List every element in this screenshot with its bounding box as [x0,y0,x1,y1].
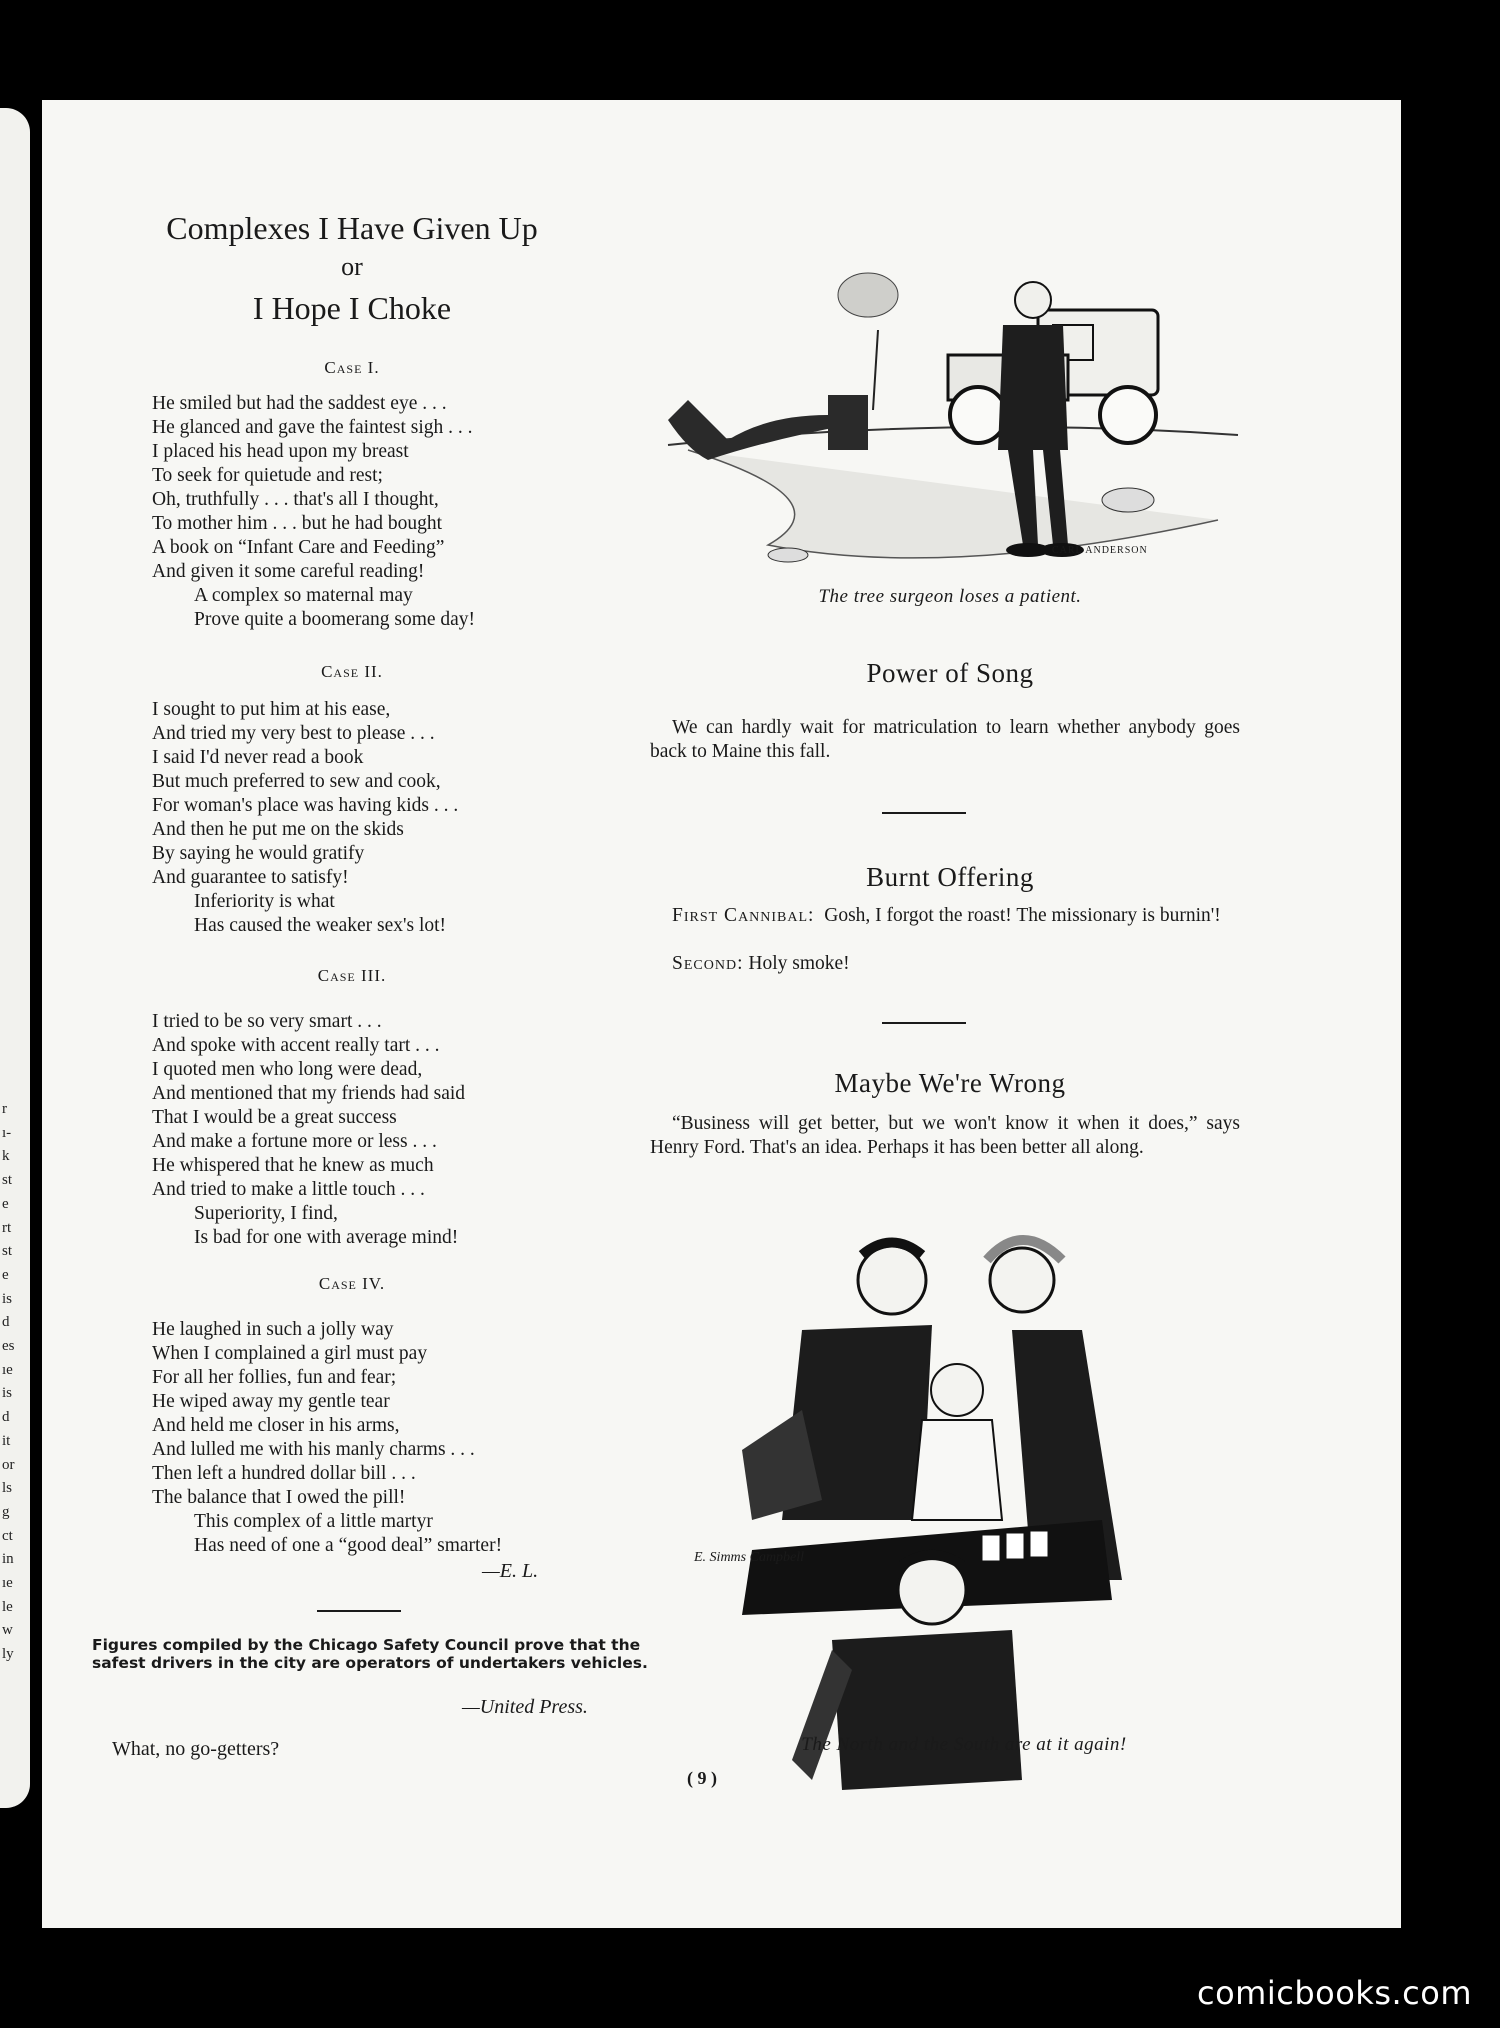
poem-signature: —E. L. [482,1560,539,1582]
poem-line: He smiled but had the saddest eye . . . [152,393,447,414]
prev-page-fragment: w [2,1622,13,1639]
divider-rule [317,1610,401,1612]
case-heading-1: Case I. [324,358,380,377]
magazine-page [42,100,1401,1928]
prev-page-fragment: it [2,1432,11,1449]
poem-line: To mother him . . . but he had bought [152,513,443,534]
poem-line: I tried to be so very smart . . . [152,1011,382,1032]
dialogue-text: Holy smoke! [748,953,850,974]
poem-title-or: or [341,252,363,281]
burnt-offering-title: Burnt Offering [866,862,1034,892]
case-stanza-1 [152,392,475,632]
prev-page-fragment: st [2,1243,13,1260]
divider-rule [882,1022,966,1024]
case-heading-4: Case IV. [318,1274,386,1293]
prev-page-fragment: r [2,1101,7,1117]
poem-line: He laughed in such a jolly way [152,1319,394,1340]
prev-page-fragment: e [2,1266,9,1283]
poem-line: And tried my very best to please . . . [152,723,435,744]
news-item-source: —United Press. [462,1696,588,1718]
poem-line: And lulled me with his manly charms . . . [152,1439,475,1460]
card-game-illustration [682,1220,1242,1800]
prev-page-fragment: in [2,1551,14,1568]
watermark: comicbooks.com [1196,1974,1472,2012]
prev-page-fragment: es [2,1338,15,1354]
prev-page-fragment: d [2,1314,10,1331]
poem-line: And mentioned that my friends had said [152,1083,466,1104]
poem-line: And then he put me on the skids [152,819,404,840]
news-item-text: Figures compiled by the Chicago Safety Council prove that the safest drivers in the city are operators of undertakers vehicles. [92,1636,648,1672]
prev-page-fragment: is [2,1385,13,1402]
prev-page-fragment: d [2,1409,10,1426]
poem-line: I quoted men who long were dead, [152,1059,423,1080]
burnt-offering-line2 [672,952,850,976]
cartoon-bottom-caption: The North and the South are at it again! [801,1734,1127,1755]
prev-page-fragment: k [2,1148,10,1165]
poem-line: And held me closer in his arms, [152,1415,400,1436]
poem-line-indented: Inferiority is what [194,891,335,912]
speaker-label: First Cannibal: [672,905,815,926]
case-stanza-3 [152,1010,465,1250]
prev-page-fragment: ly [2,1646,14,1663]
prev-page-fragment: ıe [2,1361,13,1378]
power-of-song-text: We can hardly wait for matriculation to learn whether anybody goes back to Maine this fall. [650,717,1240,762]
poem-line: Then left a hundred dollar bill . . . [152,1463,416,1484]
divider-rule [882,812,966,814]
poem-line: He wiped away my gentle tear [152,1391,390,1412]
prev-page-fragment: st [2,1172,13,1189]
poem-line: He glanced and gave the faintest sigh . . . [152,417,473,438]
tree-surgeon-illustration [648,200,1252,600]
speaker-label: Second: [672,953,744,974]
north-south-cartoon [682,1220,1242,1800]
tree-surgeon-cartoon [648,200,1252,600]
poem-line: He whispered that he knew as much [152,1155,434,1176]
poem-line: And spoke with accent really tart . . . [152,1035,440,1056]
prev-page-fragment: ıe [2,1575,13,1591]
prev-page-fragment: ls [2,1480,13,1497]
poem-line: But much preferred to sew and cook, [152,771,441,792]
maybe-wrong-text: “Business will get better, but we won't know it when it does,” says Henry Ford. That's an idea. Perhaps it has been better all along. [650,1113,1240,1158]
poem-line: And tried to make a little touch . . . [152,1179,425,1200]
power-of-song-title: Power of Song [866,658,1034,688]
case-heading-3: Case III. [317,966,387,985]
case-heading-2: Case II. [321,662,383,681]
poem-line-indented: Is bad for one with average mind! [194,1227,459,1248]
poem-line: When I complained a girl must pay [152,1343,428,1364]
poem-line-indented: Prove quite a boomerang some day! [194,609,476,630]
poem-line-indented: This complex of a little martyr [194,1511,433,1532]
poem-line: By saying he would gratify [152,843,365,864]
poem-line: A book on “Infant Care and Feeding” [152,537,445,558]
poem-title-line1: Complexes I Have Given Up [166,210,538,246]
cartoon-top-caption: The tree surgeon loses a patient. [818,586,1082,607]
poem-line: For all her follies, fun and fear; [152,1367,397,1388]
poem-line-indented: A complex so maternal may [194,585,413,606]
news-item-quip: What, no go-getters? [112,1738,280,1760]
prev-page-fragment: ı- [2,1124,12,1141]
prev-page-fragment: or [2,1456,15,1473]
prev-page-fragment: ct [2,1527,13,1544]
dialogue-text: Gosh, I forgot the roast! The missionary is burnin'! [824,905,1221,926]
case-stanza-4 [152,1318,502,1558]
poem-line: To seek for quietude and rest; [152,465,383,486]
poem-line: And guarantee to satisfy! [152,867,349,888]
prev-page-fragment: le [2,1598,13,1615]
poem-line-indented: Has need of one a “good deal” smarter! [194,1535,503,1556]
prev-page-fragment: g [2,1503,10,1520]
prev-page-fragment: e [2,1195,9,1212]
prev-page-fragment: is [2,1290,13,1307]
poem-line: I sought to put him at his ease, [152,699,391,720]
cartoon-top-signature: CARL ANDERSON [1052,545,1148,556]
burnt-offering-line1 [650,904,1240,928]
poem-line: That I would be a great success [152,1107,397,1128]
poem-line-indented: Superiority, I find, [194,1203,338,1224]
prev-page-fragment: rt [2,1219,12,1236]
cartoon-bottom-signature: E. Simms Campbell [694,1550,805,1565]
maybe-wrong-title: Maybe We're Wrong [834,1068,1066,1098]
poem-title-line2: I Hope I Choke [252,290,452,326]
poem-line: And given it some careful reading! [152,561,425,582]
poem-line: Oh, truthfully . . . that's all I thought, [152,489,439,510]
poem-line-indented: Has caused the weaker sex's lot! [194,915,447,936]
poem-line: I placed his head upon my breast [152,441,409,462]
poem-line: The balance that I owed the pill! [152,1487,406,1508]
page-number: ( 9 ) [687,1768,717,1788]
case-stanza-2 [152,698,458,938]
poem-line: And make a fortune more or less . . . [152,1131,437,1152]
poem-line: I said I'd never read a book [152,747,364,768]
poem-line: For woman's place was having kids . . . [152,795,459,816]
